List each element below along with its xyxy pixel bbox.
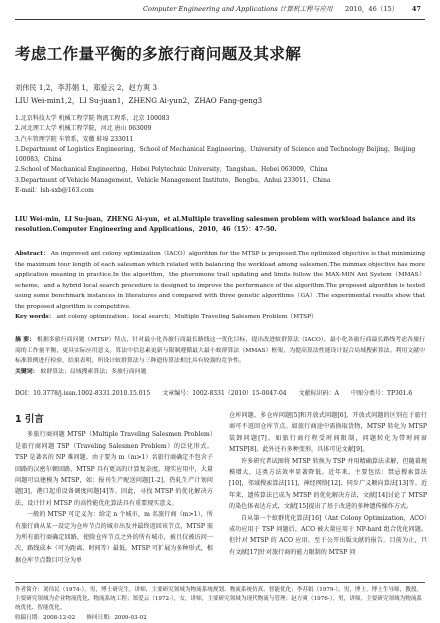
page-number: 47 <box>411 5 421 13</box>
affiliation-line: 2.河北理工大学 机械工程学院，河北 唐山 063009 <box>15 125 152 133</box>
authors-english: LIU Wei-min1,2，LI Su-juan1，ZHENG Ai-yun2，ZHAO Fang-geng3 <box>15 96 263 105</box>
keywords-text: ant colony optimization；local search；Multiple Traveling Salesmen Problem（MTSP） <box>56 314 318 320</box>
authors-chinese: 刘伟民 1,2，李苏娟 1，郑爱云 2，赵方爽 3 <box>15 83 158 92</box>
body-paragraph: 一般的 MTSP 可定义为：给定 n 个城市，m 名旅行商（m>1），所有旅行商从某一设定为仓库节点的城市出发并最终返回该节点，MTSP 需为所有旅行商确定回路，使除仓库节点之外的所有城市，被且仅被访问一次，路线成本（可为距离、时间等）最低。MTSP 可扩展为多种形式，根据仓库节点数目可分为单 <box>15 511 213 564</box>
paper-title: 考虑工作量平衡的多旅行商问题及其求解 <box>15 45 302 63</box>
article-metadata: DOI：10.3778/j.issn.1002-8331.2010.15.015 文章编号：1002-8331（2010）15-0047-04 文献标识码：A 中图分类号：TP301.6 <box>15 390 413 397</box>
author-footnote: 作者简介：刘伟民（1974-），男，博士研究生，讲师，主要研究领域为物流系统规划、物流系统仿真、智能优化；李苏娟（1979-），男，博士，博士生导师，教授，主要研究领域为企业物流优化、物流系统工程；郑爱云（1972-），女，讲师，主要研究领域为现代物流与管理；赵方爽（1976-），男，讲师，主要研究领域为物流系统优化、智能优化。 收稿日期：2008-12-02 修回日期：2009-03-02 <box>15 582 425 623</box>
running-header <box>15 0 425 20</box>
body-paragraph: 多旅行商问题 MTSP（Multiple Traveling Salesmen Problem）是旅行商问题 TSP（Traveling Salesmen Problem）的泛化形式。TSP 是著名的 NP 难问题，由于要为 m（m>1）名旅行商确定不包含子回路的汉密尔顿回路，MTSP 具有更高的计算复杂度。现实应用中，大量问题可以建模为 MTSP，如：报刊生产配送问题[1-2]，热轧生产计划问题[3]，港口起重设备调度问题[4]等。因此，寻找 MTSP 的优化解决方法，设计针对 MTSP 的高性能优化算法具有重要现实意义。 <box>15 431 213 507</box>
citation: LIU Wei-min，LI Su-juan，ZHENG Ai-yun，et al.Multiple traveling salesmen problem with workload balance and its resolution.Computer Engineering and Applications，2010，46（15）：47-50. <box>15 216 416 234</box>
affiliation-line: 3.汽车管理学院 车管系，安徽 蚌埠 233011 <box>15 135 134 143</box>
abstract-chinese <box>15 335 425 377</box>
abstract-cn-label: 摘 要： <box>15 336 35 343</box>
body-paragraph: 许多研究者试图将 MTSP 转换为 TSP 并用精确算法求解，但随着规模增大，这类方法效率显著降低。近年来，主要包括：禁忌搜索算法[10]，邻域搜索算法[11]，神经网络[12]、同步广义顺向算法[13]等。近年来，遗传算法已成为 MTSP 的优化解决方法，文献[14]讨论了 MTSP 的染色体表达方式，文献[15]提出了基于改进的多种遗传操作方式。 <box>229 457 427 511</box>
affiliation-line: 3.Department of Vehicle Management，Vehicle Management Institute，Bengbu，Anhui 233011，China <box>15 176 331 184</box>
body-paragraph: 自从第一个蚁群优化算法[16]（Ant Colony Optimization，ACO）成功应用于 TSP 问题后，ACO 被大量应用于 NP-hard 组合优化问题。但针对 MTSP 的 ACO 应用，至于公开出版文献的报告。目前为止，只有文献[17]针对旅行商的能力限制的 MTSP 问 <box>229 514 427 556</box>
body-paragraph: 仓库问题、多仓库问题[5]和开放式问题[6]，开放式问题的区别在于旅行商可不返回仓库节点。如旅行商途中需换取货物，MTSP 转化为 MTSP 装卸问题[7]。如旅行商行程受时间限制，问题转化为带时间窗 MTSP[8]。此外还有多种变形，具体可见文献[9]。 <box>229 412 427 454</box>
abstract-text: An improved ant colony optimization（IACO）algorithm for the MTSP is proposed.The optimized objective is that minimizing the maximum tour length of each salesman which related with balancing the workload among salesmen.The minmax objective has more application meaning in practice.In the algorithm，the pheromone trail updating and limits follow the MAX-MIN Ant System（MMAS）scheme，and a hybrid local search procedure is designed to improve the performance of the algorithm.The proposed algorithm is tested using some benchmark instances in literatures and compared with three genetic algorithms（GA）.The experimental results show that the proposed algorithm is competitive. <box>15 251 425 310</box>
abstract-cn-text: 根据多旅行商问题（MTSP）特点，针对最小化各旅行商最长路线这一优化目标，提出改进蚁群算法（IACO）。最小化各旅行商最长路线考虑各旅行商的工作量平衡，更具实际应用意义。算法中信息素更新与限制遵循最大最小蚁群算法（MMAS）框架，为提高算法性能设计混合局域搜索算法。利用文献中标准算例进行检验，结果表明，所设计蚁群算法与三种遗传算法相比具有较强的竞争性。 <box>15 337 425 364</box>
keywords-cn-label: 关键词： <box>15 367 39 375</box>
body-column-left <box>15 410 213 566</box>
affiliation-line: 1.Department of Logistics Engineering，School of Mechanical Engineering，University of Science and Technology Beijing，Beijing <box>15 145 416 153</box>
volume-issue: 2010，46（15） <box>345 5 399 13</box>
affiliation-line: 100083，China <box>15 156 62 164</box>
affiliations <box>15 114 425 196</box>
affiliation-line: 1.北京科技大学 机械工程学院 物流工程系，北京 100083 <box>15 115 170 122</box>
affiliation-line: 2.School of Mechanical Engineering，Hebei Polytechnic University，Tangshan，Hebei 063009，China <box>15 166 328 174</box>
keywords-cn-text: 蚁群算法；局域搜索算法；多旅行商问题 <box>40 368 147 375</box>
journal-name: Computer Engineering and Applications 计算机工程与应用 <box>143 5 333 13</box>
section-heading: 1 引言 <box>15 414 44 425</box>
keywords-label: Key words： <box>15 313 55 320</box>
abstract-english <box>15 249 425 323</box>
contact-email: E-mail：lsh-sxb@163.com <box>15 187 94 195</box>
abstract-label: Abstract： <box>15 250 49 257</box>
body-column-right <box>229 410 427 558</box>
